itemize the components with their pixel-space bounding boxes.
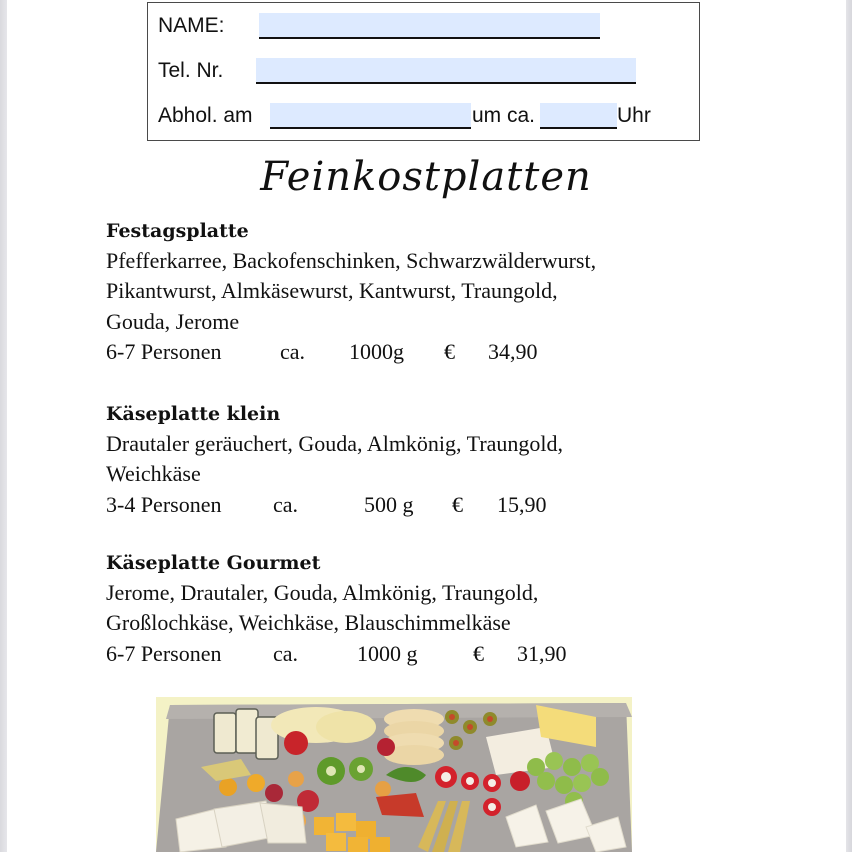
- item-persons: 6-7 Personen: [106, 339, 222, 365]
- item-description-line: Großlochkäse, Weichkäse, Blauschimmelkäse: [106, 610, 511, 636]
- item-name: Käseplatte klein: [106, 403, 281, 425]
- item-currency: €: [452, 491, 463, 517]
- item-price: 15,90: [497, 491, 547, 517]
- time-suffix: Uhr: [617, 104, 651, 127]
- order-form-box: [147, 2, 700, 141]
- item-description-line: Jerome, Drautaler, Gouda, Almkönig, Traungold,: [106, 580, 539, 605]
- page-edge-right: [846, 0, 852, 852]
- platter-item-festagsplatte: [106, 216, 786, 368]
- item-approx: ca.: [273, 491, 299, 517]
- item-weight: 500 g: [364, 491, 414, 517]
- item-description-line: Drautaler geräuchert, Gouda, Almkönig, Traungold,: [106, 431, 564, 456]
- item-name: Käseplatte Gourmet: [106, 552, 321, 574]
- item-spec-row: [106, 639, 786, 669]
- pickup-label: Abhol. am: [158, 104, 253, 127]
- cheese-platter-illustration: [156, 697, 632, 852]
- item-price: 31,90: [517, 640, 567, 666]
- pickup-date-field[interactable]: [270, 103, 471, 129]
- name-label: NAME:: [158, 14, 225, 37]
- item-price: 34,90: [488, 339, 538, 365]
- page-edge-left: [0, 0, 7, 852]
- page-title: Feinkostplatten: [260, 154, 592, 200]
- item-persons: 6-7 Personen: [106, 640, 222, 666]
- item-currency: €: [444, 339, 455, 365]
- item-currency: €: [473, 640, 484, 666]
- item-description-line: Gouda, Jerome: [106, 308, 240, 334]
- item-description-line: Weichkäse: [106, 461, 201, 487]
- item-approx: ca.: [280, 339, 306, 365]
- item-spec-row: [106, 490, 786, 520]
- time-label: um ca.: [472, 104, 536, 127]
- pickup-time-field[interactable]: [540, 103, 617, 129]
- item-persons: 3-4 Personen: [106, 491, 222, 517]
- item-name: Festagsplatte: [106, 220, 249, 242]
- phone-label: Tel. Nr.: [158, 59, 224, 82]
- item-weight: 1000g: [349, 339, 404, 365]
- platter-item-kaeseplatte-klein: [106, 399, 786, 520]
- item-approx: ca.: [273, 640, 299, 666]
- platter-item-kaeseplatte-gourmet: [106, 548, 786, 669]
- phone-field[interactable]: [256, 58, 636, 84]
- item-spec-row: [106, 337, 786, 367]
- name-field[interactable]: [259, 13, 600, 39]
- item-weight: 1000 g: [357, 640, 418, 666]
- item-description-line: Pfefferkarree, Backofenschinken, Schwarzwälderwurst,: [106, 248, 597, 273]
- item-description-line: Pikantwurst, Almkäsewurst, Kantwurst, Traungold,: [106, 278, 558, 304]
- cheese-platter-photo: [156, 697, 632, 852]
